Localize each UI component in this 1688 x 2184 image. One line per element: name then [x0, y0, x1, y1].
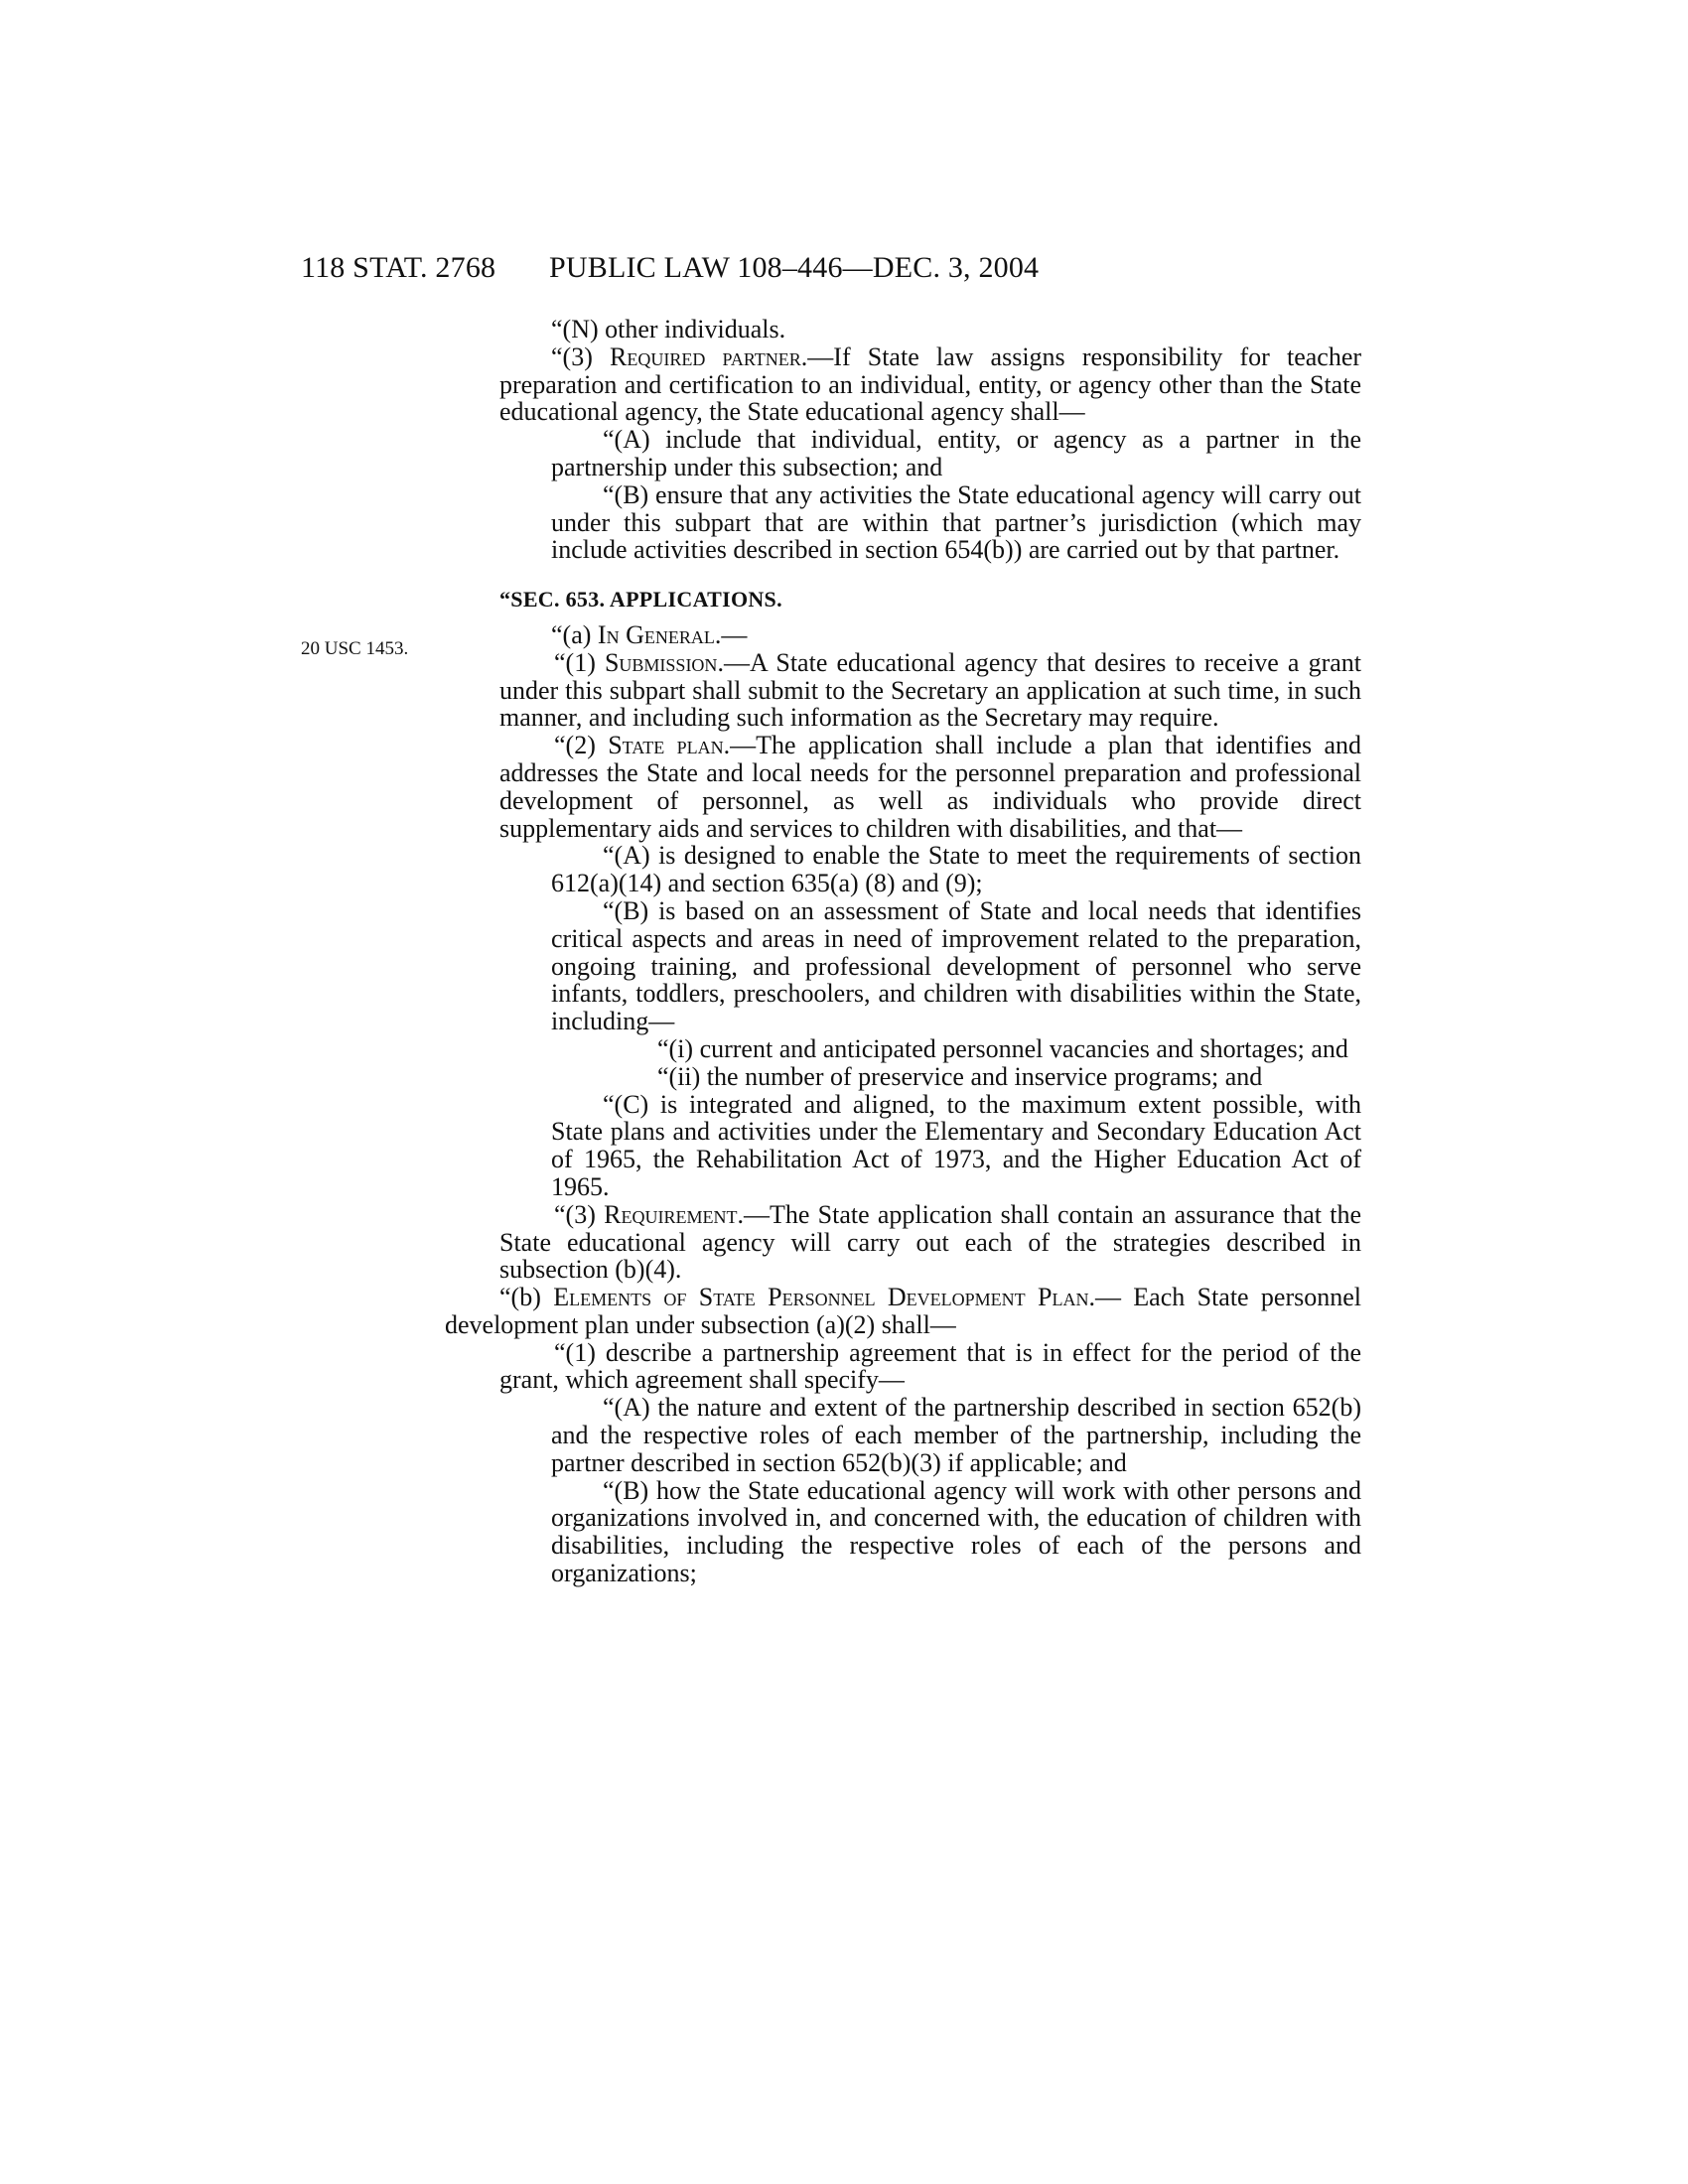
paragraph-b1b: “(B) how the State educational agency will work with other persons and organizations involved in, and concerned with, the education of children with disabilities, including the respective roles of each of the persons and organizations;	[551, 1475, 1361, 1588]
paragraph-b1: “(1) describe a partnership agreement that is in effect for the period of the grant, which agreement shall specify—	[499, 1337, 1361, 1395]
margin-citation: 20 USC 1453.	[301, 638, 409, 659]
paragraph-label: “(2)	[554, 731, 609, 760]
paragraph-label: “(3)	[551, 341, 611, 371]
statute-page-number: 118 STAT. 2768	[301, 251, 496, 284]
paragraph-2c: “(C) is integrated and aligned, to the maximum extent possible, with State plans and activities under the Elementary and Secondary Education Act of 1965, the Rehabilitation Act of 1973, and the Higher Education Act of 1965.	[551, 1089, 1361, 1201]
paragraph-heading: Submission	[604, 647, 718, 677]
paragraph-required-partner	[499, 343, 1361, 426]
paragraph-heading: Requirement	[604, 1199, 738, 1229]
paragraph-body: .—The State application shall contain an assurance that the State educational agency will carry out each of the strategies described in subsection (b)(4).	[499, 1199, 1361, 1285]
paragraph-label: “(a)	[551, 619, 598, 649]
paragraph-heading: State plan	[608, 731, 724, 760]
paragraph-2b: “(B) is based on an assessment of State and local needs that identifies critical aspects and areas in need of improvement related to the preparation, ongoing training, and professional development of personnel who serve infants, toddlers, preschoolers, and children with disabilities within the State, including—	[551, 895, 1361, 1036]
paragraph-label: “(b)	[499, 1283, 554, 1312]
section-heading: “SEC. 653. APPLICATIONS.	[499, 587, 782, 613]
paragraph-heading: Elements of State Personnel Development Plan	[553, 1283, 1089, 1312]
paragraph-state-plan	[499, 732, 1361, 842]
paragraph-3a: “(A) include that individual, entity, or agency as a partner in the partnership under this subsection; and	[551, 425, 1361, 481]
paragraph-2a: “(A) is designed to enable the State to meet the requirements of section 612(a)(14) and section 635(a) (8) and (9);	[551, 841, 1361, 898]
paragraph-heading: Required partner	[610, 341, 801, 371]
paragraph-body: .—A State educational agency that desires to receive a grant under this subpart shall submit to the Secretary an application at such time, in such manner, and including such information as the Secretary may require.	[499, 647, 1361, 733]
paragraph-body: .—	[714, 619, 748, 649]
page-header	[301, 248, 1363, 288]
paragraph-3b: “(B) ensure that any activities the State educational agency will carry out under this subpart that are within that partner’s jurisdiction (which may include activities described in section 654(b)) are carried out by that partner.	[551, 479, 1361, 565]
paragraph-body: .—If State law assigns responsibility for teacher preparation and certification to an individual, entity, or agency other than the State educational agency, the State educational agency shall—	[499, 341, 1362, 427]
paragraph-2b-i: “(i) current and anticipated personnel vacancies and shortages; and	[657, 1033, 1348, 1063]
paragraph-heading: In General	[597, 619, 715, 649]
paragraph-requirement	[499, 1201, 1361, 1284]
paragraph-n-other-individuals: “(N) other individuals.	[551, 315, 786, 343]
paragraph-label: “(3)	[554, 1199, 605, 1229]
public-law-title: PUBLIC LAW 108–446—DEC. 3, 2004	[549, 251, 1040, 284]
paragraph-elements-of-plan	[445, 1284, 1361, 1339]
paragraph-label: “(1)	[554, 647, 605, 677]
paragraph-b1a: “(A) the nature and extent of the partnership described in section 652(b) and the respective roles of each member of the partnership, including the partner described in section 652(b)(3) if applicable; and	[551, 1393, 1361, 1477]
paragraph-body: .— Each State personnel development plan under subsection (a)(2) shall—	[445, 1283, 1362, 1339]
paragraph-2b-ii: “(ii) the number of preservice and inservice programs; and	[657, 1061, 1263, 1091]
paragraph-a-in-general	[499, 621, 1361, 649]
document-body	[445, 315, 1362, 1588]
paragraph-body: .—The application shall include a plan that identifies and addresses the State and local needs for the personnel preparation and professional development of personnel, as well as individuals who provide direct supplementary aids and services to children with disabilities, and that—	[499, 731, 1362, 843]
paragraph-submission	[499, 649, 1361, 732]
